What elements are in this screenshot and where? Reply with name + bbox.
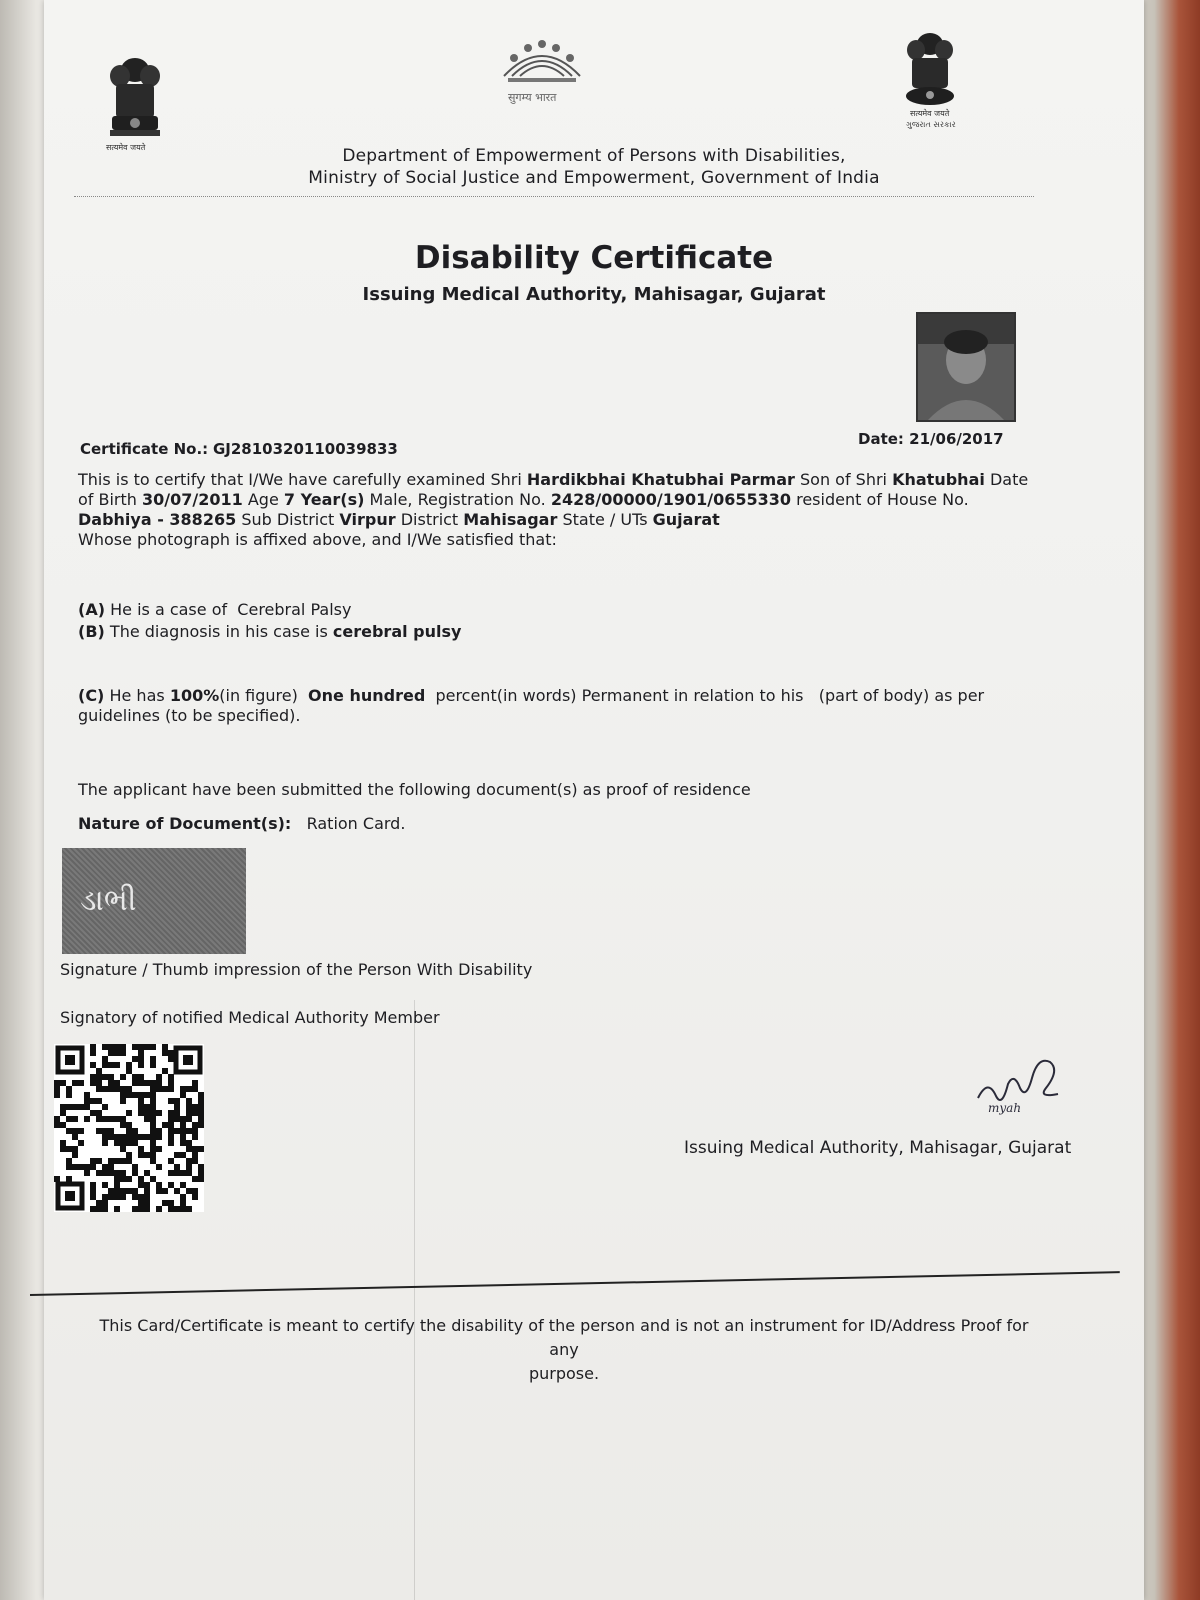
left-emblem-caption: सत्यमेव जयते: [106, 143, 146, 152]
department-line-1: Department of Empowerment of Persons with Disabilities,: [342, 146, 846, 166]
applicant-signature-box: [62, 848, 246, 954]
clause-b-label: (B): [78, 622, 105, 641]
clause-b-value: cerebral pulsy: [332, 622, 462, 641]
date-of-birth: 30/07/2011: [142, 490, 243, 509]
applicant-signature-caption: Signature / Thumb impression of the Person With Disability: [60, 960, 533, 979]
certification-paragraph: [78, 470, 1038, 550]
right-emblem-caption-1: सत्यमेव जयते: [910, 109, 950, 118]
disclaimer: [84, 1314, 1044, 1386]
clause-c: [78, 686, 1038, 726]
certificate-number-value: GJ2810320110039833: [212, 440, 398, 458]
authority-signature-text: myah: [988, 1101, 1022, 1115]
applicant-photograph: [916, 312, 1016, 422]
certificate-date: [858, 430, 1004, 448]
certificate-date-value: 21/06/2017: [909, 430, 1004, 448]
applicant-name: Hardikbhai Khatubhai Parmar: [526, 470, 795, 489]
residence-intro: The applicant have been submitted the following document(s) as proof of residence: [78, 780, 751, 799]
certificate-number: [80, 440, 398, 458]
header-divider: [74, 196, 1034, 197]
clause-a-text: He is a case of: [110, 600, 228, 619]
residence-document-value: Ration Card.: [306, 814, 406, 833]
district: Mahisagar: [463, 510, 558, 529]
clause-c-text-4: (part of body) as per: [818, 686, 985, 705]
clause-c-percent-words: One hundred: [308, 686, 426, 705]
registration-number: 2428/00000/1901/0655330: [550, 490, 791, 509]
clause-b-text: The diagnosis in his case is: [109, 622, 328, 641]
certify-text-9: State / UTs: [562, 510, 648, 529]
disclaimer-line-2: purpose.: [528, 1364, 600, 1383]
residence-document: [78, 814, 1038, 834]
certify-text-6: resident of House No.: [796, 490, 969, 509]
applicant-age: 7 Year(s): [283, 490, 365, 509]
certify-text-photo: Whose photograph is affixed above, and I/We satisfied that:: [78, 530, 557, 549]
signatory-label: Signatory of notified Medical Authority Member: [60, 1008, 440, 1027]
footer-divider: [30, 1271, 1120, 1296]
clause-c-percent-figure: 100%: [169, 686, 220, 705]
certify-text-1: This is to certify that I/We have carefully examined Shri: [78, 470, 522, 489]
clause-a-label: (A): [78, 600, 106, 619]
center-logo-text: सुगम्य भारत: [508, 91, 557, 104]
certify-text-5: Male, Registration No.: [369, 490, 546, 509]
document-subtitle: Issuing Medical Authority, Mahisagar, Gujarat: [362, 284, 826, 305]
certify-text-2: Son of Shri: [800, 470, 887, 489]
father-name: Khatubhai: [892, 470, 985, 489]
right-emblem-caption-2: ગુજરાત સરકાર: [906, 120, 956, 129]
disclaimer-line-1: This Card/Certificate is meant to certify the disability of the person and is not an instrument for ID/Address Proof for any: [99, 1316, 1029, 1359]
clause-b: [78, 622, 1038, 642]
document-title: Disability Certificate: [414, 240, 774, 276]
right-state-emblem-icon: [900, 30, 960, 110]
certify-text-8: District: [400, 510, 459, 529]
applicant-signature-scribble: ડાભી: [80, 883, 137, 918]
certify-text-3: Date of Birth: [78, 470, 1029, 509]
clause-a: [78, 600, 1038, 620]
certificate-page: [44, 0, 1144, 1600]
issuing-authority: Issuing Medical Authority, Mahisagar, Gujarat: [684, 1138, 1072, 1158]
clause-c-text-2: (in figure): [219, 686, 298, 705]
certificate-date-label: Date:: [858, 430, 904, 448]
address: Dabhiya - 388265: [78, 510, 237, 529]
clause-c-text-1: He has: [109, 686, 165, 705]
left-national-emblem-icon: [102, 54, 168, 144]
certify-text-4: Age: [247, 490, 279, 509]
clause-c-text-3: percent(in words) Permanent in relation to his: [435, 686, 804, 705]
residence-document-label: Nature of Document(s):: [78, 814, 292, 833]
clause-c-text-5: guidelines (to be specified).: [78, 706, 301, 725]
qr-code-icon: [54, 1044, 204, 1212]
department-line-2: Ministry of Social Justice and Empowerment, Government of India: [308, 168, 880, 188]
certify-text-7: Sub District: [241, 510, 335, 529]
certificate-number-label: Certificate No.:: [80, 440, 209, 458]
page-fold: [414, 1000, 415, 1600]
clause-a-value: Cerebral Palsy: [237, 600, 352, 619]
authority-signature: [968, 1048, 1078, 1122]
clause-c-label: (C): [78, 686, 105, 705]
sub-district: Virpur: [339, 510, 396, 529]
state: Gujarat: [652, 510, 720, 529]
